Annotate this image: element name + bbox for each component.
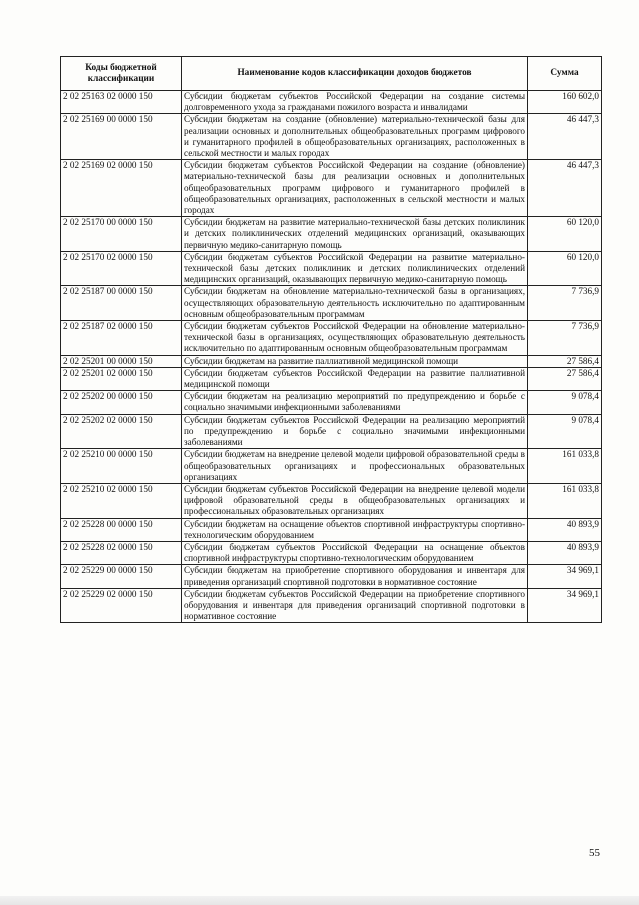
- sum-cell: 34 969,1: [528, 588, 602, 623]
- sum-cell: 9 078,4: [528, 391, 602, 414]
- sum-cell: 40 893,9: [528, 518, 602, 541]
- table-row: [61, 588, 602, 623]
- name-cell: Субсидии бюджетам на обновление материально-технической базы в организациях, осуществляющих образовательную деятельность исключительно по адаптированным основным общеобразовательным программам: [182, 286, 528, 321]
- sum-cell: 40 893,9: [528, 541, 602, 564]
- sum-cell: 161 033,8: [528, 449, 602, 484]
- name-cell: Субсидии бюджетам на развитие материально-технической базы детских поликлиник и детских поликлинических отделений медицинских организаций, оказывающих первичную медико-санитарную помощь: [182, 217, 528, 252]
- table-row: [61, 414, 602, 449]
- code-cell: 2 02 25202 02 0000 150: [61, 414, 182, 449]
- table-body: [61, 91, 602, 623]
- header-code: Коды бюджетной классификации: [61, 57, 182, 91]
- name-cell: Субсидии бюджетам субъектов Российской Федерации на внедрение целевой модели цифровой образовательной среды в общеобразовательных организациях и профессиональных образовательных организациях: [182, 483, 528, 518]
- code-cell: 2 02 25170 02 0000 150: [61, 251, 182, 286]
- name-cell: Субсидии бюджетам субъектов Российской Федерации на развитие материально-технической базы детских поликлиник и детских поликлинических отделений медицинских организаций, оказывающих первичную медико-санитарную помощь: [182, 251, 528, 286]
- code-cell: 2 02 25228 00 0000 150: [61, 518, 182, 541]
- sum-cell: 60 120,0: [528, 217, 602, 252]
- code-cell: 2 02 25201 00 0000 150: [61, 355, 182, 367]
- table-row: [61, 541, 602, 564]
- name-cell: Субсидии бюджетам субъектов Российской Федерации на реализацию мероприятий по предупреждению и борьбе с социально значимыми инфекционными заболеваниями: [182, 414, 528, 449]
- sum-cell: 7 736,9: [528, 286, 602, 321]
- name-cell: Субсидии бюджетам субъектов Российской Федерации на создание (обновление) материально-технической базы для реализации основных и дополнительных общеобразовательных программ цифрового и гуманитарного профилей в общеобразовательных организациях, расположенных в сельской местности и малых городах: [182, 160, 528, 217]
- table-row: [61, 160, 602, 217]
- name-cell: Субсидии бюджетам на создание (обновление) материально-технической базы для реализации основных и дополнительных общеобразовательных программ цифрового и гуманитарного профилей в общеобразовательных организациях, расположенных в сельской местности и малых городах: [182, 114, 528, 160]
- sum-cell: 27 586,4: [528, 367, 602, 390]
- code-cell: 2 02 25228 02 0000 150: [61, 541, 182, 564]
- budget-revenue-table: [60, 56, 602, 623]
- code-cell: 2 02 25210 02 0000 150: [61, 483, 182, 518]
- name-cell: Субсидии бюджетам субъектов Российской Федерации на обновление материально-технической базы в организациях, осуществляющих образовательную деятельность исключительно по адаптированным основным общеобразовательным программам: [182, 321, 528, 356]
- table-header-row: [61, 57, 602, 91]
- header-sum: Сумма: [528, 57, 602, 91]
- table-row: [61, 91, 602, 114]
- table-row: [61, 286, 602, 321]
- name-cell: Субсидии бюджетам на оснащение объектов спортивной инфраструктуры спортивно-технологическим оборудованием: [182, 518, 528, 541]
- table-row: [61, 217, 602, 252]
- table-row: [61, 355, 602, 367]
- code-cell: 2 02 25201 02 0000 150: [61, 367, 182, 390]
- code-cell: 2 02 25187 02 0000 150: [61, 321, 182, 356]
- code-cell: 2 02 25169 02 0000 150: [61, 160, 182, 217]
- name-cell: Субсидии бюджетам субъектов Российской Федерации на создание системы долговременного ухода за гражданами пожилого возраста и инвалидами: [182, 91, 528, 114]
- name-cell: Субсидии бюджетам на реализацию мероприятий по предупреждению и борьбе с социально значимыми инфекционными заболеваниями: [182, 391, 528, 414]
- name-cell: Субсидии бюджетам на развитие паллиативной медицинской помощи: [182, 355, 528, 367]
- name-cell: Субсидии бюджетам на внедрение целевой модели цифровой образовательной среды в общеобразовательных организациях и профессиональных образовательных организациях: [182, 449, 528, 484]
- table-row: [61, 251, 602, 286]
- code-cell: 2 02 25229 00 0000 150: [61, 565, 182, 588]
- code-cell: 2 02 25170 00 0000 150: [61, 217, 182, 252]
- table-row: [61, 114, 602, 160]
- name-cell: Субсидии бюджетам субъектов Российской Федерации на оснащение объектов спортивной инфраструктуры спортивно-технологическим оборудованием: [182, 541, 528, 564]
- sum-cell: 160 602,0: [528, 91, 602, 114]
- code-cell: 2 02 25202 00 0000 150: [61, 391, 182, 414]
- sum-cell: 46 447,3: [528, 160, 602, 217]
- sum-cell: 9 078,4: [528, 414, 602, 449]
- code-cell: 2 02 25229 02 0000 150: [61, 588, 182, 623]
- sum-cell: 161 033,8: [528, 483, 602, 518]
- sum-cell: 34 969,1: [528, 565, 602, 588]
- name-cell: Субсидии бюджетам субъектов Российской Федерации на приобретение спортивного оборудования и инвентаря для приведения организаций спортивной подготовки в нормативное состояние: [182, 588, 528, 623]
- sum-cell: 27 586,4: [528, 355, 602, 367]
- table-row: [61, 518, 602, 541]
- sum-cell: 60 120,0: [528, 251, 602, 286]
- code-cell: 2 02 25187 00 0000 150: [61, 286, 182, 321]
- sum-cell: 7 736,9: [528, 321, 602, 356]
- table-row: [61, 391, 602, 414]
- page-number: 55: [589, 847, 600, 859]
- code-cell: 2 02 25169 00 0000 150: [61, 114, 182, 160]
- scan-bottom-edge: [0, 896, 639, 905]
- table-row: [61, 483, 602, 518]
- code-cell: 2 02 25163 02 0000 150: [61, 91, 182, 114]
- code-cell: 2 02 25210 00 0000 150: [61, 449, 182, 484]
- table-row: [61, 321, 602, 356]
- table-row: [61, 449, 602, 484]
- name-cell: Субсидии бюджетам на приобретение спортивного оборудования и инвентаря для приведения организаций спортивной подготовки в нормативное состояние: [182, 565, 528, 588]
- name-cell: Субсидии бюджетам субъектов Российской Федерации на развитие паллиативной медицинской помощи: [182, 367, 528, 390]
- table-row: [61, 367, 602, 390]
- sum-cell: 46 447,3: [528, 114, 602, 160]
- table-row: [61, 565, 602, 588]
- header-name: Наименование кодов классификации доходов бюджетов: [182, 57, 528, 91]
